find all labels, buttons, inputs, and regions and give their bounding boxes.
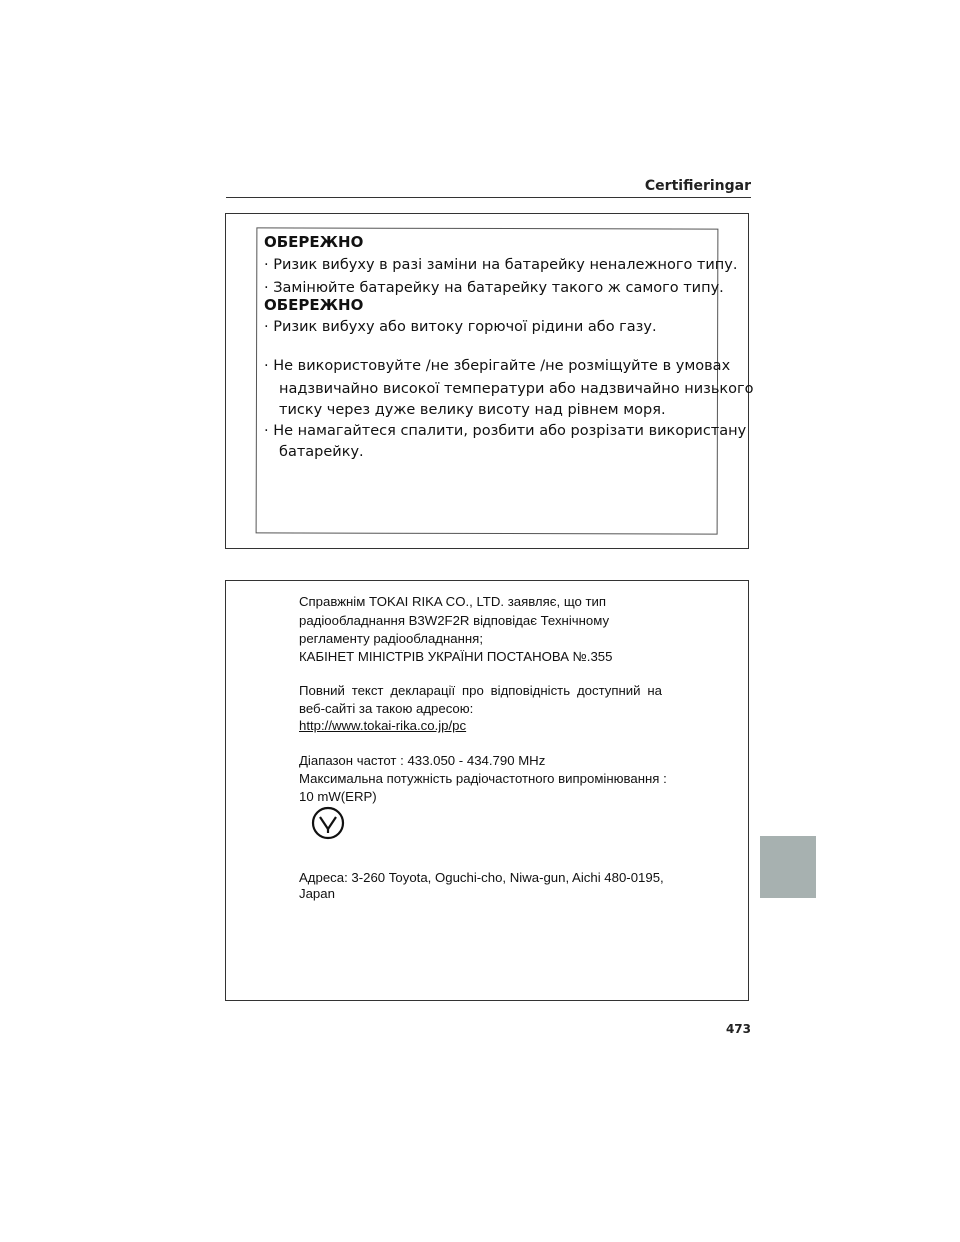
warning-line: · Замінюйте батарейку на батарейку такого ж самого типу. (264, 280, 724, 296)
warning-heading: ОБЕРЕЖНО (264, 296, 364, 314)
warning-heading: ОБЕРЕЖНО (264, 233, 364, 251)
declaration-line: радіообладнання B3W2F2R відповідає Технічному (299, 613, 610, 628)
ukraine-conformity-mark-icon (311, 806, 345, 840)
warning-line: · Не використовуйте /не зберігайте /не розміщуйте в умовах (264, 358, 731, 374)
declaration-line: веб-сайті за такою адресою: (299, 701, 474, 716)
warning-line: тиску через дуже велику висоту над рівнем моря. (279, 402, 666, 418)
warning-line: · Не намагайтеся спалити, розбити або розрізати використану (264, 423, 747, 439)
declaration-line: КАБІНЕТ МІНІСТРІВ УКРАЇНИ ПОСТАНОВА №.355 (299, 649, 613, 664)
chapter-side-tab (760, 836, 816, 898)
warning-line: надзвичайно високої температури або надзвичайно низького (279, 381, 754, 397)
page-number: 473 (725, 1022, 751, 1036)
max-power-value: 10 mW(ERP) (299, 789, 377, 804)
declaration-line: Повний текст декларації про відповідність доступний на (299, 683, 662, 698)
declaration-line: Справжнім TOKAI RIKA CO., LTD. заявляє, що тип (299, 594, 607, 609)
declaration-link[interactable]: http://www.tokai-rika.co.jp/pc (299, 718, 467, 733)
address-line: Japan (299, 886, 335, 901)
warning-line: · Ризик вибуху в разі заміни на батарейку неналежного типу. (264, 257, 738, 273)
address-line: Адреса: 3-260 Toyota, Oguchi-cho, Niwa-gun, Aichi 480-0195, (299, 870, 664, 885)
header-divider (226, 197, 751, 198)
warning-line: батарейку. (279, 444, 364, 460)
section-title: Certifieringar (644, 178, 751, 194)
declaration-line: регламенту радіообладнання; (299, 631, 483, 646)
max-power-label: Максимальна потужність радіочастотного випромінювання : (299, 771, 667, 786)
frequency-range: Діапазон частот : 433.050 - 434.790 MHz (299, 753, 546, 768)
warning-line: · Ризик вибуху або витоку горючої рідини або газу. (264, 319, 657, 335)
